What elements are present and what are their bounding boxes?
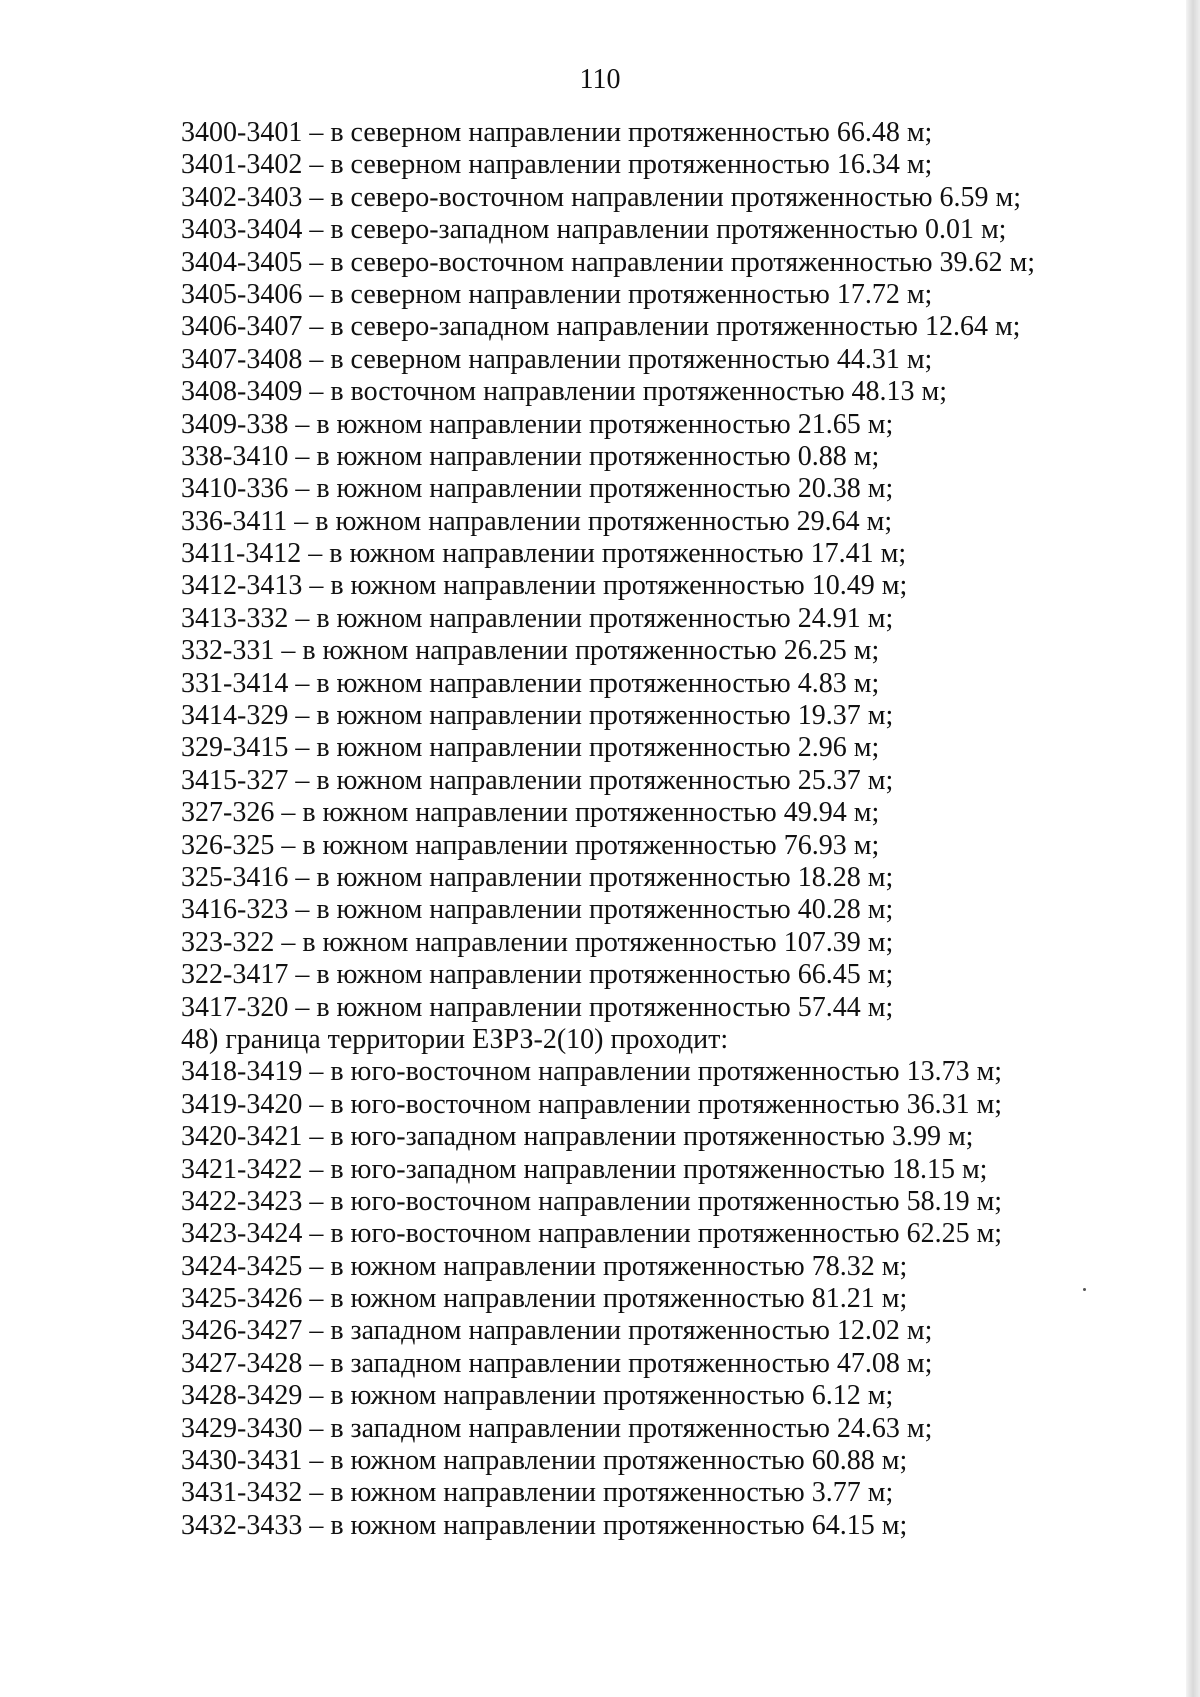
boundary-line: 3403-3404 – в северо-западном направлении протяженностью 0.01 м; (181, 214, 1007, 246)
boundary-line: 323-322 – в южном направлении протяженностью 107.39 м; (181, 926, 894, 958)
boundary-line: 3407-3408 – в северном направлении протяженностью 44.31 м; (181, 343, 933, 375)
boundary-line: 3425-3426 – в южном направлении протяженностью 81.21 м; (181, 1283, 908, 1315)
boundary-line: 3412-3413 – в южном направлении протяженностью 10.49 м; (181, 570, 908, 602)
boundary-line: 3416-323 – в южном направлении протяженностью 40.28 м; (181, 894, 894, 926)
boundary-line: 3402-3403 – в северо-восточном направлении протяженностью 6.59 м; (181, 181, 1022, 213)
boundary-line: 3417-320 – в южном направлении протяженностью 57.44 м; (181, 991, 894, 1023)
boundary-line: 326-325 – в южном направлении протяженностью 76.93 м; (181, 829, 880, 861)
boundary-line: 3432-3433 – в южном направлении протяженностью 64.15 м; (181, 1509, 908, 1541)
boundary-line: 3426-3427 – в западном направлении протяженностью 12.02 м; (181, 1315, 933, 1347)
boundary-line: 322-3417 – в южном направлении протяженностью 66.45 м; (181, 959, 894, 991)
boundary-description-list (181, 117, 1121, 1542)
boundary-line: 3401-3402 – в северном направлении протяженностью 16.34 м; (181, 149, 933, 181)
boundary-line: 3405-3406 – в северном направлении протяженностью 17.72 м; (181, 278, 933, 310)
boundary-line: 338-3410 – в южном направлении протяженностью 0.88 м; (181, 440, 880, 472)
boundary-line: 3400-3401 – в северном направлении протяженностью 66.48 м; (181, 117, 933, 148)
boundary-line: 48) граница территории ЕЗРЗ-2(10) проходит: (181, 1023, 729, 1055)
boundary-line: 3409-338 – в южном направлении протяженностью 21.65 м; (181, 408, 894, 440)
boundary-line: 3413-332 – в южном направлении протяженностью 24.91 м; (181, 602, 894, 634)
boundary-line: 3414-329 – в южном направлении протяженностью 19.37 м; (181, 700, 894, 732)
boundary-line: 3427-3428 – в западном направлении протяженностью 47.08 м; (181, 1347, 933, 1379)
boundary-line: 3404-3405 – в северо-восточном направлении протяженностью 39.62 м; (181, 246, 1036, 278)
boundary-line: 3418-3419 – в юго-восточном направлении протяженностью 13.73 м; (181, 1056, 1003, 1088)
boundary-line: 3419-3420 – в юго-восточном направлении протяженностью 36.31 м; (181, 1088, 1003, 1120)
boundary-line: 3408-3409 – в восточном направлении протяженностью 48.13 м; (181, 376, 948, 408)
scan-edge (1186, 0, 1200, 1697)
boundary-line: 3430-3431 – в южном направлении протяженностью 60.88 м; (181, 1445, 908, 1477)
boundary-line: 327-326 – в южном направлении протяженностью 49.94 м; (181, 797, 880, 829)
boundary-line: 3422-3423 – в юго-восточном направлении протяженностью 58.19 м; (181, 1185, 1003, 1217)
boundary-line: 336-3411 – в южном направлении протяженностью 29.64 м; (181, 505, 893, 537)
boundary-line: 3406-3407 – в северо-западном направлении протяженностью 12.64 м; (181, 311, 1021, 343)
boundary-line: 3429-3430 – в западном направлении протяженностью 24.63 м; (181, 1412, 933, 1444)
boundary-line: 3431-3432 – в южном направлении протяженностью 3.77 м; (181, 1477, 894, 1509)
scan-speck (1083, 1288, 1086, 1291)
boundary-line: 331-3414 – в южном направлении протяженностью 4.83 м; (181, 667, 880, 699)
boundary-line: 3411-3412 – в южном направлении протяженностью 17.41 м; (181, 538, 907, 570)
boundary-line: 332-331 – в южном направлении протяженностью 26.25 м; (181, 635, 880, 667)
page-number: 110 (579, 64, 621, 95)
boundary-line: 3415-327 – в южном направлении протяженностью 25.37 м; (181, 764, 894, 796)
boundary-line: 3410-336 – в южном направлении протяженностью 20.38 м; (181, 473, 894, 505)
boundary-line: 325-3416 – в южном направлении протяженностью 18.28 м; (181, 861, 894, 893)
boundary-line: 3424-3425 – в южном направлении протяженностью 78.32 м; (181, 1250, 908, 1282)
boundary-line: 329-3415 – в южном направлении протяженностью 2.96 м; (181, 732, 880, 764)
boundary-line: 3423-3424 – в юго-восточном направлении протяженностью 62.25 м; (181, 1218, 1003, 1250)
boundary-line: 3428-3429 – в южном направлении протяженностью 6.12 м; (181, 1380, 894, 1412)
boundary-line: 3420-3421 – в юго-западном направлении протяженностью 3.99 м; (181, 1121, 974, 1153)
boundary-line: 3421-3422 – в юго-западном направлении протяженностью 18.15 м; (181, 1153, 988, 1185)
